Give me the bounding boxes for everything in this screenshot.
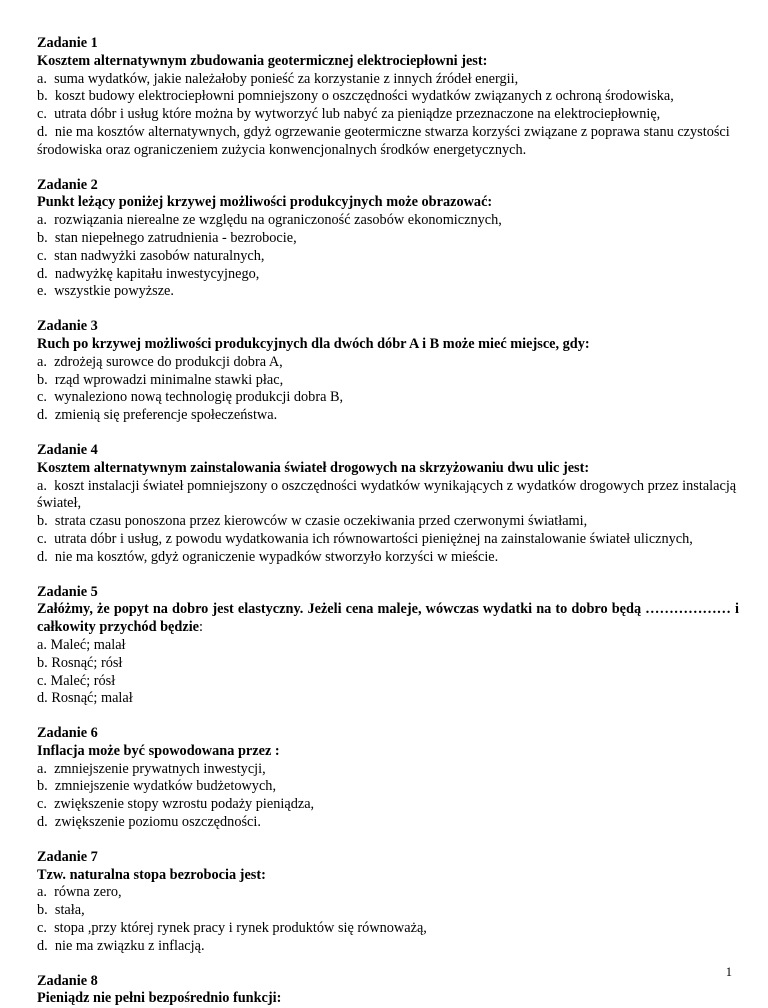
task-label: Zadanie 4 <box>37 441 98 458</box>
option-letter: d. <box>37 937 48 954</box>
option-text: suma wydatków, jakie należałoby ponieść za korzystanie z innych źródeł energii, <box>54 70 519 87</box>
answer-option-b <box>37 902 739 920</box>
page-number: 1 <box>725 965 732 979</box>
option-letter: a. <box>37 760 47 777</box>
option-letter: a. <box>37 636 47 653</box>
answer-option-c <box>37 531 739 549</box>
task-label: Zadanie 8 <box>37 972 98 989</box>
task-label: Zadanie 1 <box>37 35 98 51</box>
option-letter: c. <box>37 389 47 406</box>
answer-option-a <box>37 478 739 514</box>
answer-option-a <box>37 354 739 372</box>
option-text: utrata dóbr i usług, z powodu wydatkowania ich równowartości pieniężnej na zainstalowanie świateł ulicznych, <box>54 530 693 547</box>
answer-option-c <box>37 389 739 407</box>
answer-option-d <box>37 690 739 708</box>
option-letter: d. <box>37 690 48 707</box>
option-letter: b. <box>37 778 48 795</box>
answer-option-d <box>37 266 739 284</box>
option-text: zwiększenie stopy wzrostu podaży pieniądza, <box>54 796 315 813</box>
option-letter: d. <box>37 814 48 831</box>
option-text: stan niepełnego zatrudnienia - bezrobocie, <box>54 229 297 246</box>
option-text: zmienią się preferencje społeczeństwa. <box>54 407 278 424</box>
answer-option-c <box>37 106 739 124</box>
answer-option-a <box>37 212 739 230</box>
option-letter: a. <box>37 477 47 494</box>
task-label: Zadanie 2 <box>37 176 98 193</box>
option-letter: a. <box>37 884 47 901</box>
task-question-colon: : <box>199 619 204 636</box>
option-letter: c. <box>37 796 47 813</box>
task-question: Pieniądz nie pełni bezpośrednio funkcji: <box>37 990 282 1007</box>
option-letter: b. <box>37 654 48 671</box>
option-text: zdrożeją surowce do produkcji dobra A, <box>54 353 283 370</box>
answer-option-d <box>37 814 739 832</box>
option-text: koszt budowy elektrociepłowni pomniejszony o oszczędności wydatków związanych z ochroną środowiska, <box>54 88 674 105</box>
answer-options <box>37 637 739 708</box>
option-text: koszt instalacji świateł pomniejszony o oszczędności wydatków wynikających z wydatków drogowych przez instalacją świateł, <box>37 477 737 512</box>
option-letter: d. <box>37 548 48 565</box>
answer-option-b <box>37 778 739 796</box>
answer-option-a <box>37 71 739 89</box>
answer-option-c <box>37 920 739 938</box>
task-1 <box>37 35 739 160</box>
option-letter: d. <box>37 265 48 282</box>
task-question: Kosztem alternatywnym zainstalowania świateł drogowych na skrzyżowaniu dwu ulic jest: <box>37 459 590 476</box>
answer-options <box>37 212 739 301</box>
option-text: zmniejszenie prywatnych inwestycji, <box>54 760 266 777</box>
option-text: stopa ,przy której rynek pracy i rynek produktów się równoważą, <box>54 920 427 937</box>
option-text: utrata dóbr i usług które można by wytworzyć lub nabyć za pieniądze przeznaczone na elektrociepłownię, <box>54 106 661 123</box>
answer-options <box>37 884 739 955</box>
answer-option-d <box>37 938 739 956</box>
option-letter: b. <box>37 902 48 919</box>
task-3 <box>37 318 739 425</box>
task-label: Zadanie 5 <box>37 583 98 600</box>
answer-option-c <box>37 673 739 691</box>
answer-option-c <box>37 248 739 266</box>
option-text: rozwiązania nierealne ze względu na ograniczoność zasobów ekonomicznych, <box>54 212 502 229</box>
task-5 <box>37 584 739 709</box>
option-letter: b. <box>37 229 48 246</box>
answer-options <box>37 761 739 832</box>
answer-option-d <box>37 407 739 425</box>
answer-options <box>37 354 739 425</box>
option-letter: c. <box>37 106 47 123</box>
option-letter: a. <box>37 353 47 370</box>
option-letter: c. <box>37 672 47 689</box>
task-question <box>37 601 739 637</box>
option-text: zmniejszenie wydatków budżetowych, <box>54 778 277 795</box>
option-letter: e. <box>37 283 47 300</box>
option-letter: c. <box>37 530 47 547</box>
option-letter: c. <box>37 920 47 937</box>
answer-option-d <box>37 124 739 160</box>
option-letter: a. <box>37 70 47 87</box>
option-text: Rosnąć; malał <box>51 690 133 707</box>
option-letter: b. <box>37 88 48 105</box>
answer-option-c <box>37 796 739 814</box>
task-question: Ruch po krzywej możliwości produkcyjnych dla dwóch dóbr A i B może mieć miejsce, gdy: <box>37 335 590 352</box>
task-6 <box>37 725 739 832</box>
option-letter: a. <box>37 212 47 229</box>
option-text: zwiększenie poziomu oszczędności. <box>54 814 261 831</box>
task-4 <box>37 442 739 567</box>
option-text: nadwyżkę kapitału inwestycyjnego, <box>54 265 260 282</box>
task-question: Tzw. naturalna stopa bezrobocia jest: <box>37 866 266 883</box>
option-letter: c. <box>37 247 47 264</box>
answer-option-d <box>37 549 739 567</box>
option-text: Maleć; malał <box>50 636 126 653</box>
answer-option-a <box>37 884 739 902</box>
answer-option-a <box>37 761 739 779</box>
answer-option-a <box>37 637 739 655</box>
task-question-text: Załóżmy, że popyt na dobro jest elastyczny. Jeżeli cena maleje, wówczas wydatki na to dobro będą ……………… i całkowity przychód będzie <box>37 601 739 636</box>
task-8 <box>37 973 739 1008</box>
task-label: Zadanie 3 <box>37 318 98 335</box>
option-text: stan nadwyżki zasobów naturalnych, <box>54 247 265 264</box>
option-text: nie ma kosztów alternatywnych, gdyż ogrzewanie geotermiczne stwarza korzyści związane z poprawa stanu czystości środowiska oraz ograniczeniem zużycia konwencjonalnych środków energetycznych. <box>37 123 730 158</box>
task-question: Kosztem alternatywnym zbudowania geotermicznej elektrociepłowni jest: <box>37 52 488 69</box>
task-7 <box>37 849 739 956</box>
answer-option-b <box>37 655 739 673</box>
answer-option-e <box>37 283 739 301</box>
task-label: Zadanie 6 <box>37 725 98 742</box>
option-text: wynaleziono nową technologię produkcji dobra B, <box>54 389 344 406</box>
task-question: Punkt leżący poniżej krzywej możliwości produkcyjnych może obrazować: <box>37 194 493 211</box>
option-text: rząd wprowadzi minimalne stawki płac, <box>54 371 284 388</box>
task-label: Zadanie 7 <box>37 848 98 865</box>
option-text: strata czasu ponoszona przez kierowców w czasie oczekiwania przed czerwonymi światłami, <box>54 513 588 530</box>
answer-option-b <box>37 513 739 531</box>
option-text: wszystkie powyższe. <box>54 283 174 300</box>
answer-option-b <box>37 88 739 106</box>
task-question: Inflacja może być spowodowana przez : <box>37 742 280 759</box>
option-letter: b. <box>37 513 48 530</box>
option-text: Rosnąć; rósł <box>51 654 123 671</box>
answer-option-b <box>37 230 739 248</box>
option-text: nie ma kosztów, gdyż ograniczenie wypadków stworzyło korzyści w mieście. <box>54 548 499 565</box>
option-text: Maleć; rósł <box>50 672 116 689</box>
answer-options <box>37 71 739 160</box>
option-text: równa zero, <box>54 884 122 901</box>
option-text: stała, <box>54 902 85 919</box>
document-page <box>37 35 739 1008</box>
option-letter: d. <box>37 407 48 424</box>
answer-options <box>37 478 739 567</box>
option-letter: d. <box>37 123 48 140</box>
option-text: nie ma związku z inflacją. <box>54 937 205 954</box>
task-2 <box>37 177 739 302</box>
answer-option-b <box>37 372 739 390</box>
option-letter: b. <box>37 371 48 388</box>
